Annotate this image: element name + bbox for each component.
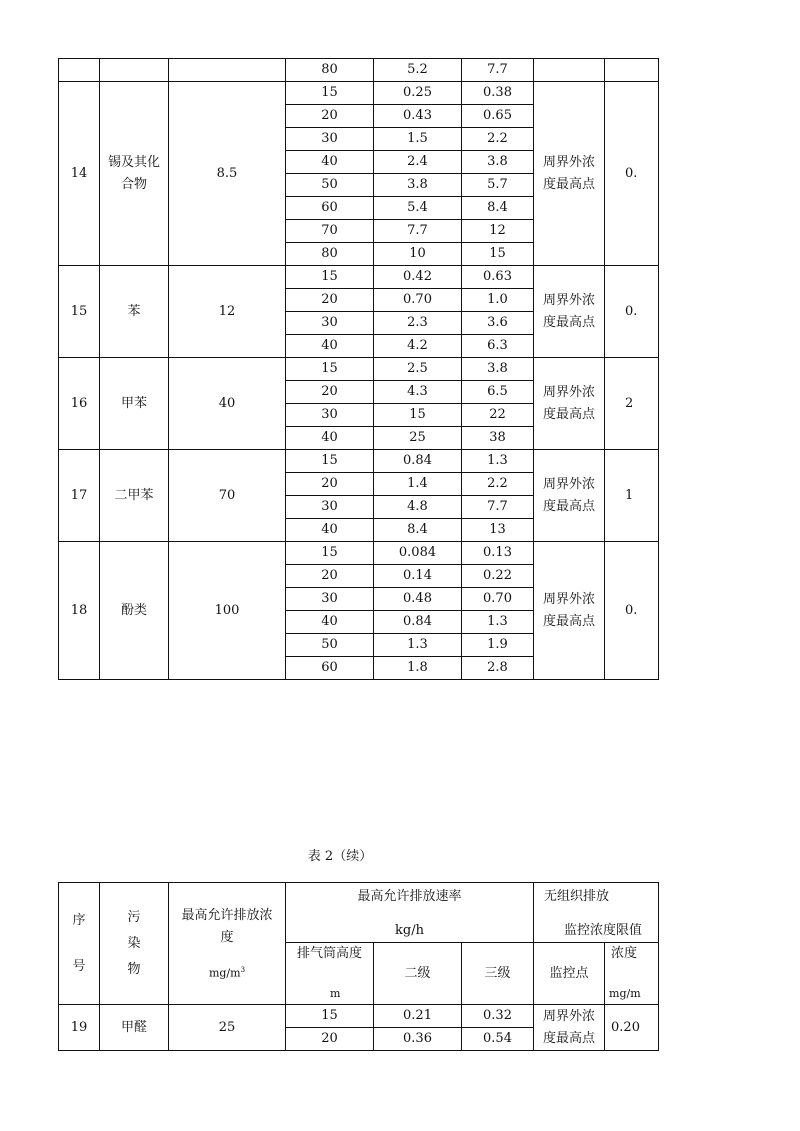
height-cell: 40 bbox=[286, 335, 374, 358]
grade3-cell: 13 bbox=[462, 519, 534, 542]
grade2-cell: 5.2 bbox=[374, 59, 462, 82]
height-cell: 15 bbox=[286, 450, 374, 473]
grade2-cell: 0.43 bbox=[374, 105, 462, 128]
monitor-point: 周界外浓度最高点 bbox=[534, 358, 605, 450]
height-cell: 20 bbox=[286, 381, 374, 404]
row-number: 17 bbox=[59, 450, 100, 542]
grade2-cell: 0.25 bbox=[374, 82, 462, 105]
row19-h-1: 20 bbox=[286, 1028, 374, 1051]
grade3-cell: 3.8 bbox=[462, 358, 534, 381]
table-row bbox=[59, 450, 659, 473]
grade3-cell: 6.5 bbox=[462, 381, 534, 404]
grade2-cell: 0.84 bbox=[374, 611, 462, 634]
grade2-cell: 2.3 bbox=[374, 312, 462, 335]
grade2-cell: 0.84 bbox=[374, 450, 462, 473]
grade3-cell: 15 bbox=[462, 243, 534, 266]
empty-cell bbox=[534, 59, 605, 82]
grade2-cell: 10 bbox=[374, 243, 462, 266]
row19-monitor: 周界外浓度最高点 bbox=[534, 1005, 605, 1051]
table-row bbox=[59, 358, 659, 381]
grade3-cell: 6.3 bbox=[462, 335, 534, 358]
grade2-cell: 2.4 bbox=[374, 151, 462, 174]
grade2-cell: 0.084 bbox=[374, 542, 462, 565]
grade3-cell: 2.2 bbox=[462, 128, 534, 151]
grade3-cell: 22 bbox=[462, 404, 534, 427]
emission-table-part2 bbox=[58, 882, 659, 1051]
monitor-point: 周界外浓度最高点 bbox=[534, 82, 605, 266]
header-grade2: 二级 bbox=[374, 943, 462, 1005]
grade2-cell: 4.8 bbox=[374, 496, 462, 519]
concentration-limit: 0. bbox=[605, 542, 659, 680]
concentration-limit: 1 bbox=[605, 450, 659, 542]
height-cell: 30 bbox=[286, 588, 374, 611]
row19-h-0: 15 bbox=[286, 1005, 374, 1028]
row19-v2-0: 0.21 bbox=[374, 1005, 462, 1028]
grade2-cell: 7.7 bbox=[374, 220, 462, 243]
height-cell: 40 bbox=[286, 611, 374, 634]
height-cell: 20 bbox=[286, 473, 374, 496]
grade2-cell: 1.4 bbox=[374, 473, 462, 496]
height-cell: 40 bbox=[286, 427, 374, 450]
grade2-cell: 5.4 bbox=[374, 197, 462, 220]
height-cell: 30 bbox=[286, 128, 374, 151]
pollutant-name: 甲苯 bbox=[100, 358, 169, 450]
grade3-cell: 0.63 bbox=[462, 266, 534, 289]
row19-conc: 25 bbox=[169, 1005, 286, 1051]
height-cell: 80 bbox=[286, 243, 374, 266]
grade2-cell: 25 bbox=[374, 427, 462, 450]
empty-cell bbox=[169, 59, 286, 82]
grade3-cell: 0.13 bbox=[462, 542, 534, 565]
empty-cell bbox=[605, 59, 659, 82]
height-cell: 40 bbox=[286, 151, 374, 174]
grade3-cell: 3.6 bbox=[462, 312, 534, 335]
header-concentration: 浓度 mg/m bbox=[605, 943, 659, 1005]
height-cell: 50 bbox=[286, 634, 374, 657]
height-cell: 15 bbox=[286, 266, 374, 289]
grade3-cell: 2.2 bbox=[462, 473, 534, 496]
grade3-cell: 1.0 bbox=[462, 289, 534, 312]
grade3-cell: 3.8 bbox=[462, 151, 534, 174]
grade2-cell: 0.14 bbox=[374, 565, 462, 588]
grade2-cell: 0.42 bbox=[374, 266, 462, 289]
grade2-cell: 8.4 bbox=[374, 519, 462, 542]
grade3-cell: 8.4 bbox=[462, 197, 534, 220]
header-stack-height: 排气筒高度 m bbox=[286, 943, 374, 1005]
row19-no: 19 bbox=[59, 1005, 100, 1051]
monitor-point: 周界外浓度最高点 bbox=[534, 542, 605, 680]
row19-name: 甲醛 bbox=[100, 1005, 169, 1051]
height-cell: 15 bbox=[286, 82, 374, 105]
max-concentration: 40 bbox=[169, 358, 286, 450]
grade3-cell: 38 bbox=[462, 427, 534, 450]
header-max-rate: 最高允许排放速率 kg/h bbox=[286, 883, 534, 943]
pollutant-name: 酚类 bbox=[100, 542, 169, 680]
row19-limit: 0.20 bbox=[605, 1005, 659, 1051]
height-cell: 20 bbox=[286, 289, 374, 312]
grade2-cell: 4.3 bbox=[374, 381, 462, 404]
header-pollutant: 污 染 物 bbox=[100, 883, 169, 1005]
table-row bbox=[59, 266, 659, 289]
row-number: 15 bbox=[59, 266, 100, 358]
grade2-cell: 1.8 bbox=[374, 657, 462, 680]
height-cell: 50 bbox=[286, 174, 374, 197]
grade3-cell: 2.8 bbox=[462, 657, 534, 680]
grade2-cell: 15 bbox=[374, 404, 462, 427]
max-concentration: 70 bbox=[169, 450, 286, 542]
grade2-cell: 1.5 bbox=[374, 128, 462, 151]
height-cell: 15 bbox=[286, 542, 374, 565]
emission-table-part1 bbox=[58, 58, 659, 680]
table-row bbox=[59, 542, 659, 565]
grade2-cell: 3.8 bbox=[374, 174, 462, 197]
concentration-limit: 2 bbox=[605, 358, 659, 450]
table-caption: 表 2（续） bbox=[307, 849, 373, 864]
grade3-cell: 5.7 bbox=[462, 174, 534, 197]
max-concentration: 12 bbox=[169, 266, 286, 358]
grade3-cell: 0.22 bbox=[462, 565, 534, 588]
height-cell: 70 bbox=[286, 220, 374, 243]
height-cell: 30 bbox=[286, 404, 374, 427]
height-cell: 60 bbox=[286, 657, 374, 680]
grade2-cell: 0.70 bbox=[374, 289, 462, 312]
height-cell: 30 bbox=[286, 496, 374, 519]
row-number: 16 bbox=[59, 358, 100, 450]
max-concentration: 8.5 bbox=[169, 82, 286, 266]
header-unorganized: 无组织排放 监控浓度限值 bbox=[534, 883, 659, 943]
max-concentration: 100 bbox=[169, 542, 286, 680]
height-cell: 20 bbox=[286, 565, 374, 588]
grade3-cell: 0.65 bbox=[462, 105, 534, 128]
grade2-cell: 4.2 bbox=[374, 335, 462, 358]
empty-cell bbox=[59, 59, 100, 82]
height-cell: 15 bbox=[286, 358, 374, 381]
header-seq: 序 号 bbox=[59, 883, 100, 1005]
grade2-cell: 2.5 bbox=[374, 358, 462, 381]
row19-v2-1: 0.36 bbox=[374, 1028, 462, 1051]
grade3-cell: 12 bbox=[462, 220, 534, 243]
grade3-cell: 1.9 bbox=[462, 634, 534, 657]
row19-v3-1: 0.54 bbox=[462, 1028, 534, 1051]
concentration-limit: 0. bbox=[605, 82, 659, 266]
pollutant-name: 锡及其化合物 bbox=[100, 82, 169, 266]
height-cell: 30 bbox=[286, 312, 374, 335]
monitor-point: 周界外浓度最高点 bbox=[534, 450, 605, 542]
row-number: 18 bbox=[59, 542, 100, 680]
height-cell: 20 bbox=[286, 105, 374, 128]
table-row bbox=[59, 59, 659, 82]
grade2-cell: 1.3 bbox=[374, 634, 462, 657]
grade3-cell: 0.70 bbox=[462, 588, 534, 611]
height-cell: 80 bbox=[286, 59, 374, 82]
height-cell: 60 bbox=[286, 197, 374, 220]
grade3-cell: 7.7 bbox=[462, 59, 534, 82]
concentration-limit: 0. bbox=[605, 266, 659, 358]
header-monitor-point: 监控点 bbox=[534, 943, 605, 1005]
header-grade3: 三级 bbox=[462, 943, 534, 1005]
grade3-cell: 7.7 bbox=[462, 496, 534, 519]
row-number: 14 bbox=[59, 82, 100, 266]
grade3-cell: 1.3 bbox=[462, 611, 534, 634]
grade3-cell: 1.3 bbox=[462, 450, 534, 473]
grade2-cell: 0.48 bbox=[374, 588, 462, 611]
monitor-point: 周界外浓度最高点 bbox=[534, 266, 605, 358]
pollutant-name: 苯 bbox=[100, 266, 169, 358]
row19-v3-0: 0.32 bbox=[462, 1005, 534, 1028]
header-max-concentration: 最高允许排放浓度 $mg/m^3$ bbox=[169, 883, 286, 1005]
table-row bbox=[59, 82, 659, 105]
pollutant-name: 二甲苯 bbox=[100, 450, 169, 542]
height-cell: 40 bbox=[286, 519, 374, 542]
grade3-cell: 0.38 bbox=[462, 82, 534, 105]
empty-cell bbox=[100, 59, 169, 82]
